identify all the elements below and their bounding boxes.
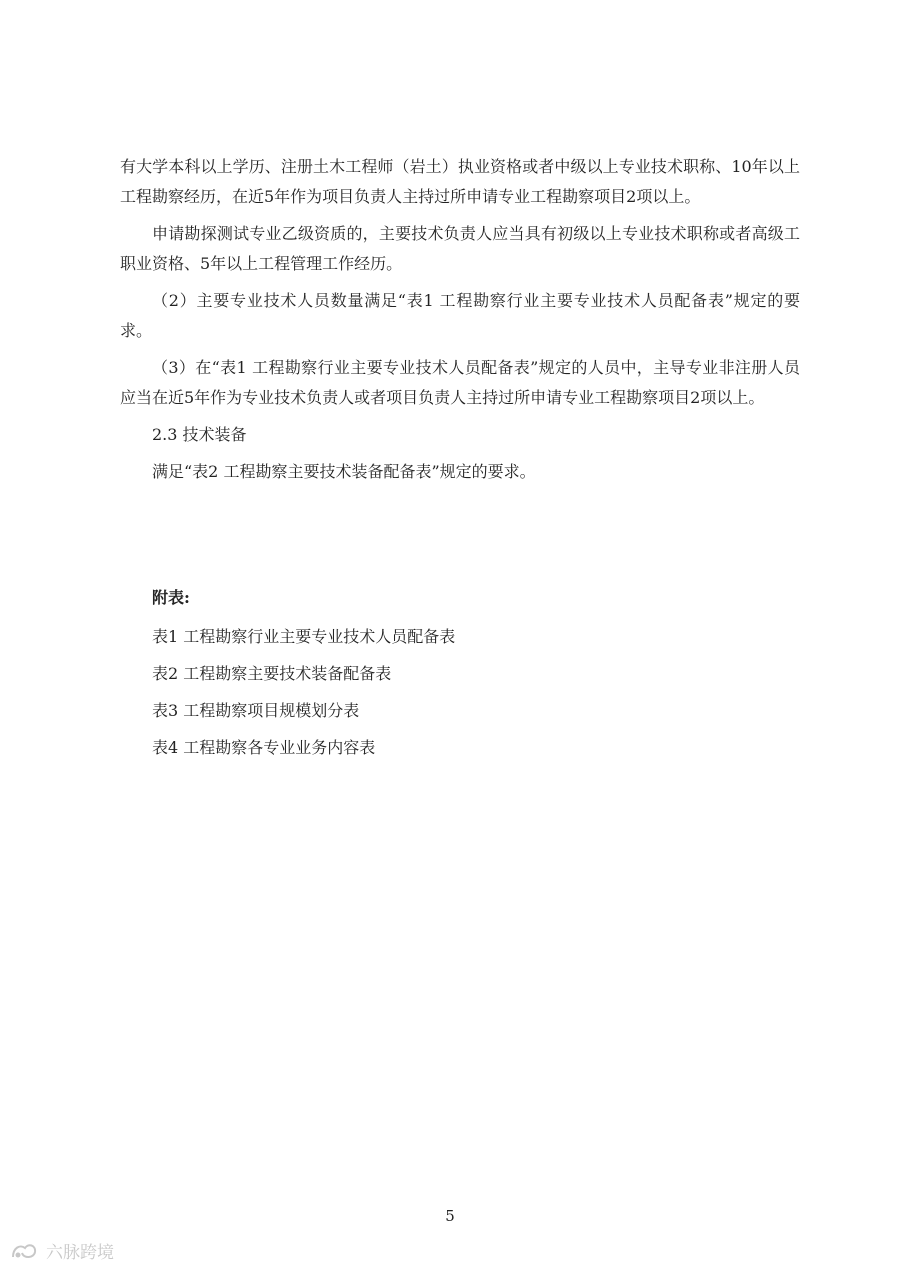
- attachment-item-2: 表2 工程勘察主要技术装备配备表: [152, 664, 392, 683]
- attachment-item-3: 表3 工程勘察项目规模划分表: [152, 701, 360, 720]
- attachment-title: 附表:: [152, 588, 190, 607]
- paragraph-survey-testing: 申请勘探测试专业乙级资质的，主要技术负责人应当具有初级以上专业技术职称或者高级工职业资格、5年以上工程管理工作经历。: [120, 224, 800, 273]
- watermark-logo-icon: [10, 1240, 40, 1262]
- paragraph-item-2: （2）主要专业技术人员数量满足“表1 工程勘察行业主要专业技术人员配备表”规定的要求。: [120, 291, 800, 340]
- page-number: 5: [445, 1207, 455, 1225]
- paragraph-continuation: 有大学本科以上学历、注册土木工程师（岩土）执业资格或者中级以上专业技术职称、10年以上工程勘察经历，在近5年作为项目负责人主持过所申请专业工程勘察项目2项以上。: [120, 157, 800, 206]
- body-text: [120, 152, 800, 494]
- section-text: 满足“表2 工程勘察主要技术装备配备表”规定的要求。: [152, 462, 536, 481]
- attachment-item-4: 表4 工程勘察各专业业务内容表: [152, 738, 376, 757]
- paragraph-item-3: （3）在“表1 工程勘察行业主要专业技术人员配备表”规定的人员中，主导专业非注册人员应当在近5年作为专业技术负责人或者项目负责人主持过所申请专业工程勘察项目2项以上。: [120, 358, 800, 407]
- attachment-list: [152, 582, 455, 766]
- watermark: [10, 1238, 114, 1263]
- watermark-text: 六脉跨境: [46, 1243, 114, 1263]
- section-heading: 2.3 技术装备: [152, 425, 247, 444]
- attachment-item-1: 表1 工程勘察行业主要专业技术人员配备表: [152, 627, 456, 646]
